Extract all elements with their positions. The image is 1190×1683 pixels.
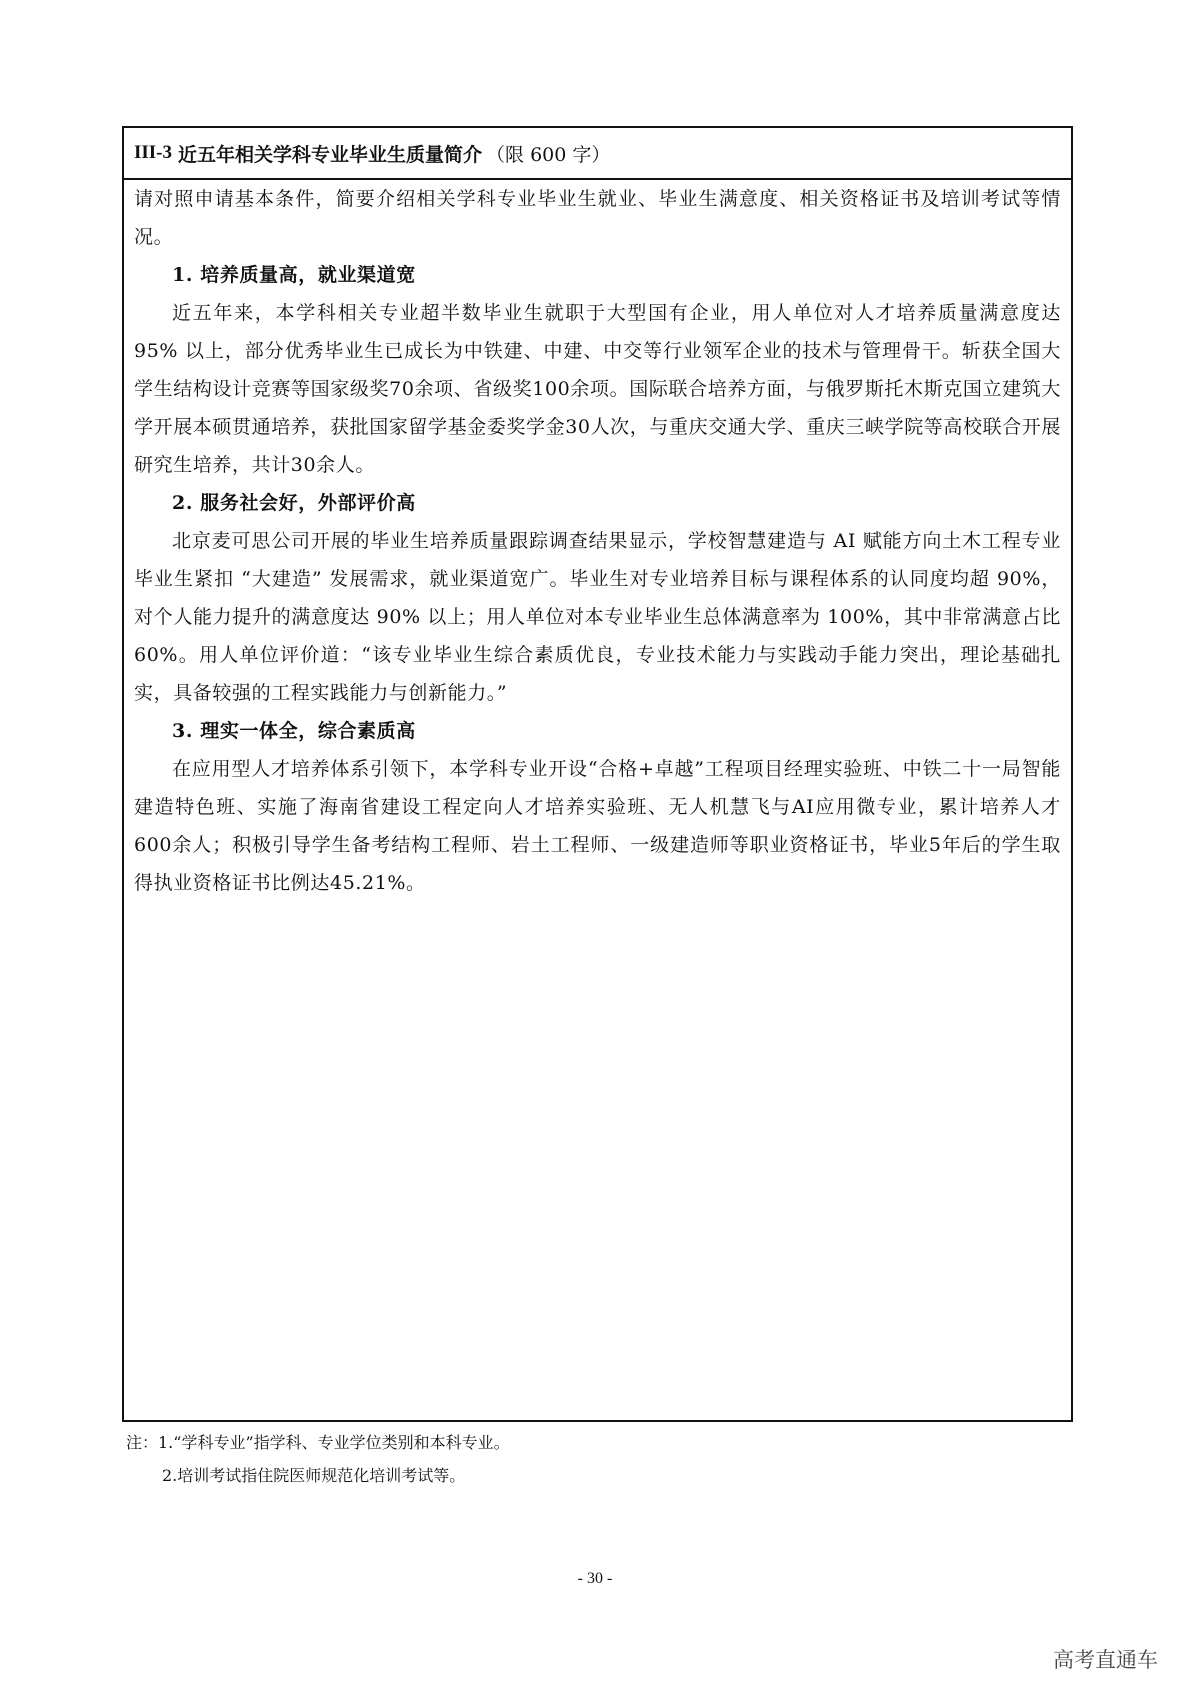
subheading-3: 3. 理实一体全，综合素质高 <box>172 720 416 742</box>
form-table <box>122 126 1073 1422</box>
section-header <box>124 128 1071 180</box>
page-number: - 30 - <box>577 1570 613 1587</box>
section-title: 近五年相关学科专业毕业生质量简介 <box>178 143 483 166</box>
subheading-1: 1. 培养质量高，就业渠道宽 <box>172 264 416 286</box>
section-code: III-3 <box>134 142 173 163</box>
intro-paragraph: 请对照申请基本条件，简要介绍相关学科专业毕业生就业、毕业生满意度、相关资格证书及培训考试等情况。 <box>134 188 1061 248</box>
section-limit: （限 600 字） <box>486 143 611 166</box>
watermark-text: 高考直通车 <box>1053 1648 1158 1672</box>
paragraph-1: 近五年来，本学科相关专业超半数毕业生就职于大型国有企业，用人单位对人才培养质量满意度达 95% 以上，部分优秀毕业生已成长为中铁建、中建、中交等行业领军企业的技术与管理骨干。斩获全国大学生结构设计竞赛等国家级奖70余项、省级奖100余项。国际联合培养方面，与俄罗斯托木斯克国立建筑大学开展本硕贯通培养，获批国家留学基金委奖学金30人次，与重庆交通大学、重庆三峡学院等高校联合开展研究生培养，共计30余人。 <box>134 302 1061 476</box>
paragraph-3: 在应用型人才培养体系引领下，本学科专业开设“合格+卓越”工程项目经理实验班、中铁二十一局智能建造特色班、实施了海南省建设工程定向人才培养实验班、无人机慧飞与AI应用微专业，累计培养人才 600余人；积极引导学生备考结构工程师、岩土工程师、一级建造师等职业资格证书，毕业5年后的学生取得执业资格证书比例达45.21%。 <box>134 758 1061 894</box>
subheading-2: 2. 服务社会好，外部评价高 <box>172 492 416 514</box>
section-body <box>124 180 1071 902</box>
paragraph-2: 北京麦可思公司开展的毕业生培养质量跟踪调查结果显示，学校智慧建造与 AI 赋能方向土木工程专业毕业生紧扣 “大建造” 发展需求，就业渠道宽广。毕业生对专业培养目标与课程体系的认同度均超 90%，对个人能力提升的满意度达 90% 以上；用人单位对本专业毕业生总体满意率为 100%，其中非常满意占比 60%。用人单位评价道：“该专业毕业生综合素质优良，专业技术能力与实践动手能力突出，理论基础扎实，具备较强的工程实践能力与创新能力。” <box>134 530 1061 704</box>
footnotes <box>126 1426 1026 1492</box>
footnote-1: 注：1.“学科专业”指学科、专业学位类别和本科专业。 <box>126 1433 510 1452</box>
footnote-2: 2.培训考试指住院医师规范化培训考试等。 <box>162 1466 466 1485</box>
